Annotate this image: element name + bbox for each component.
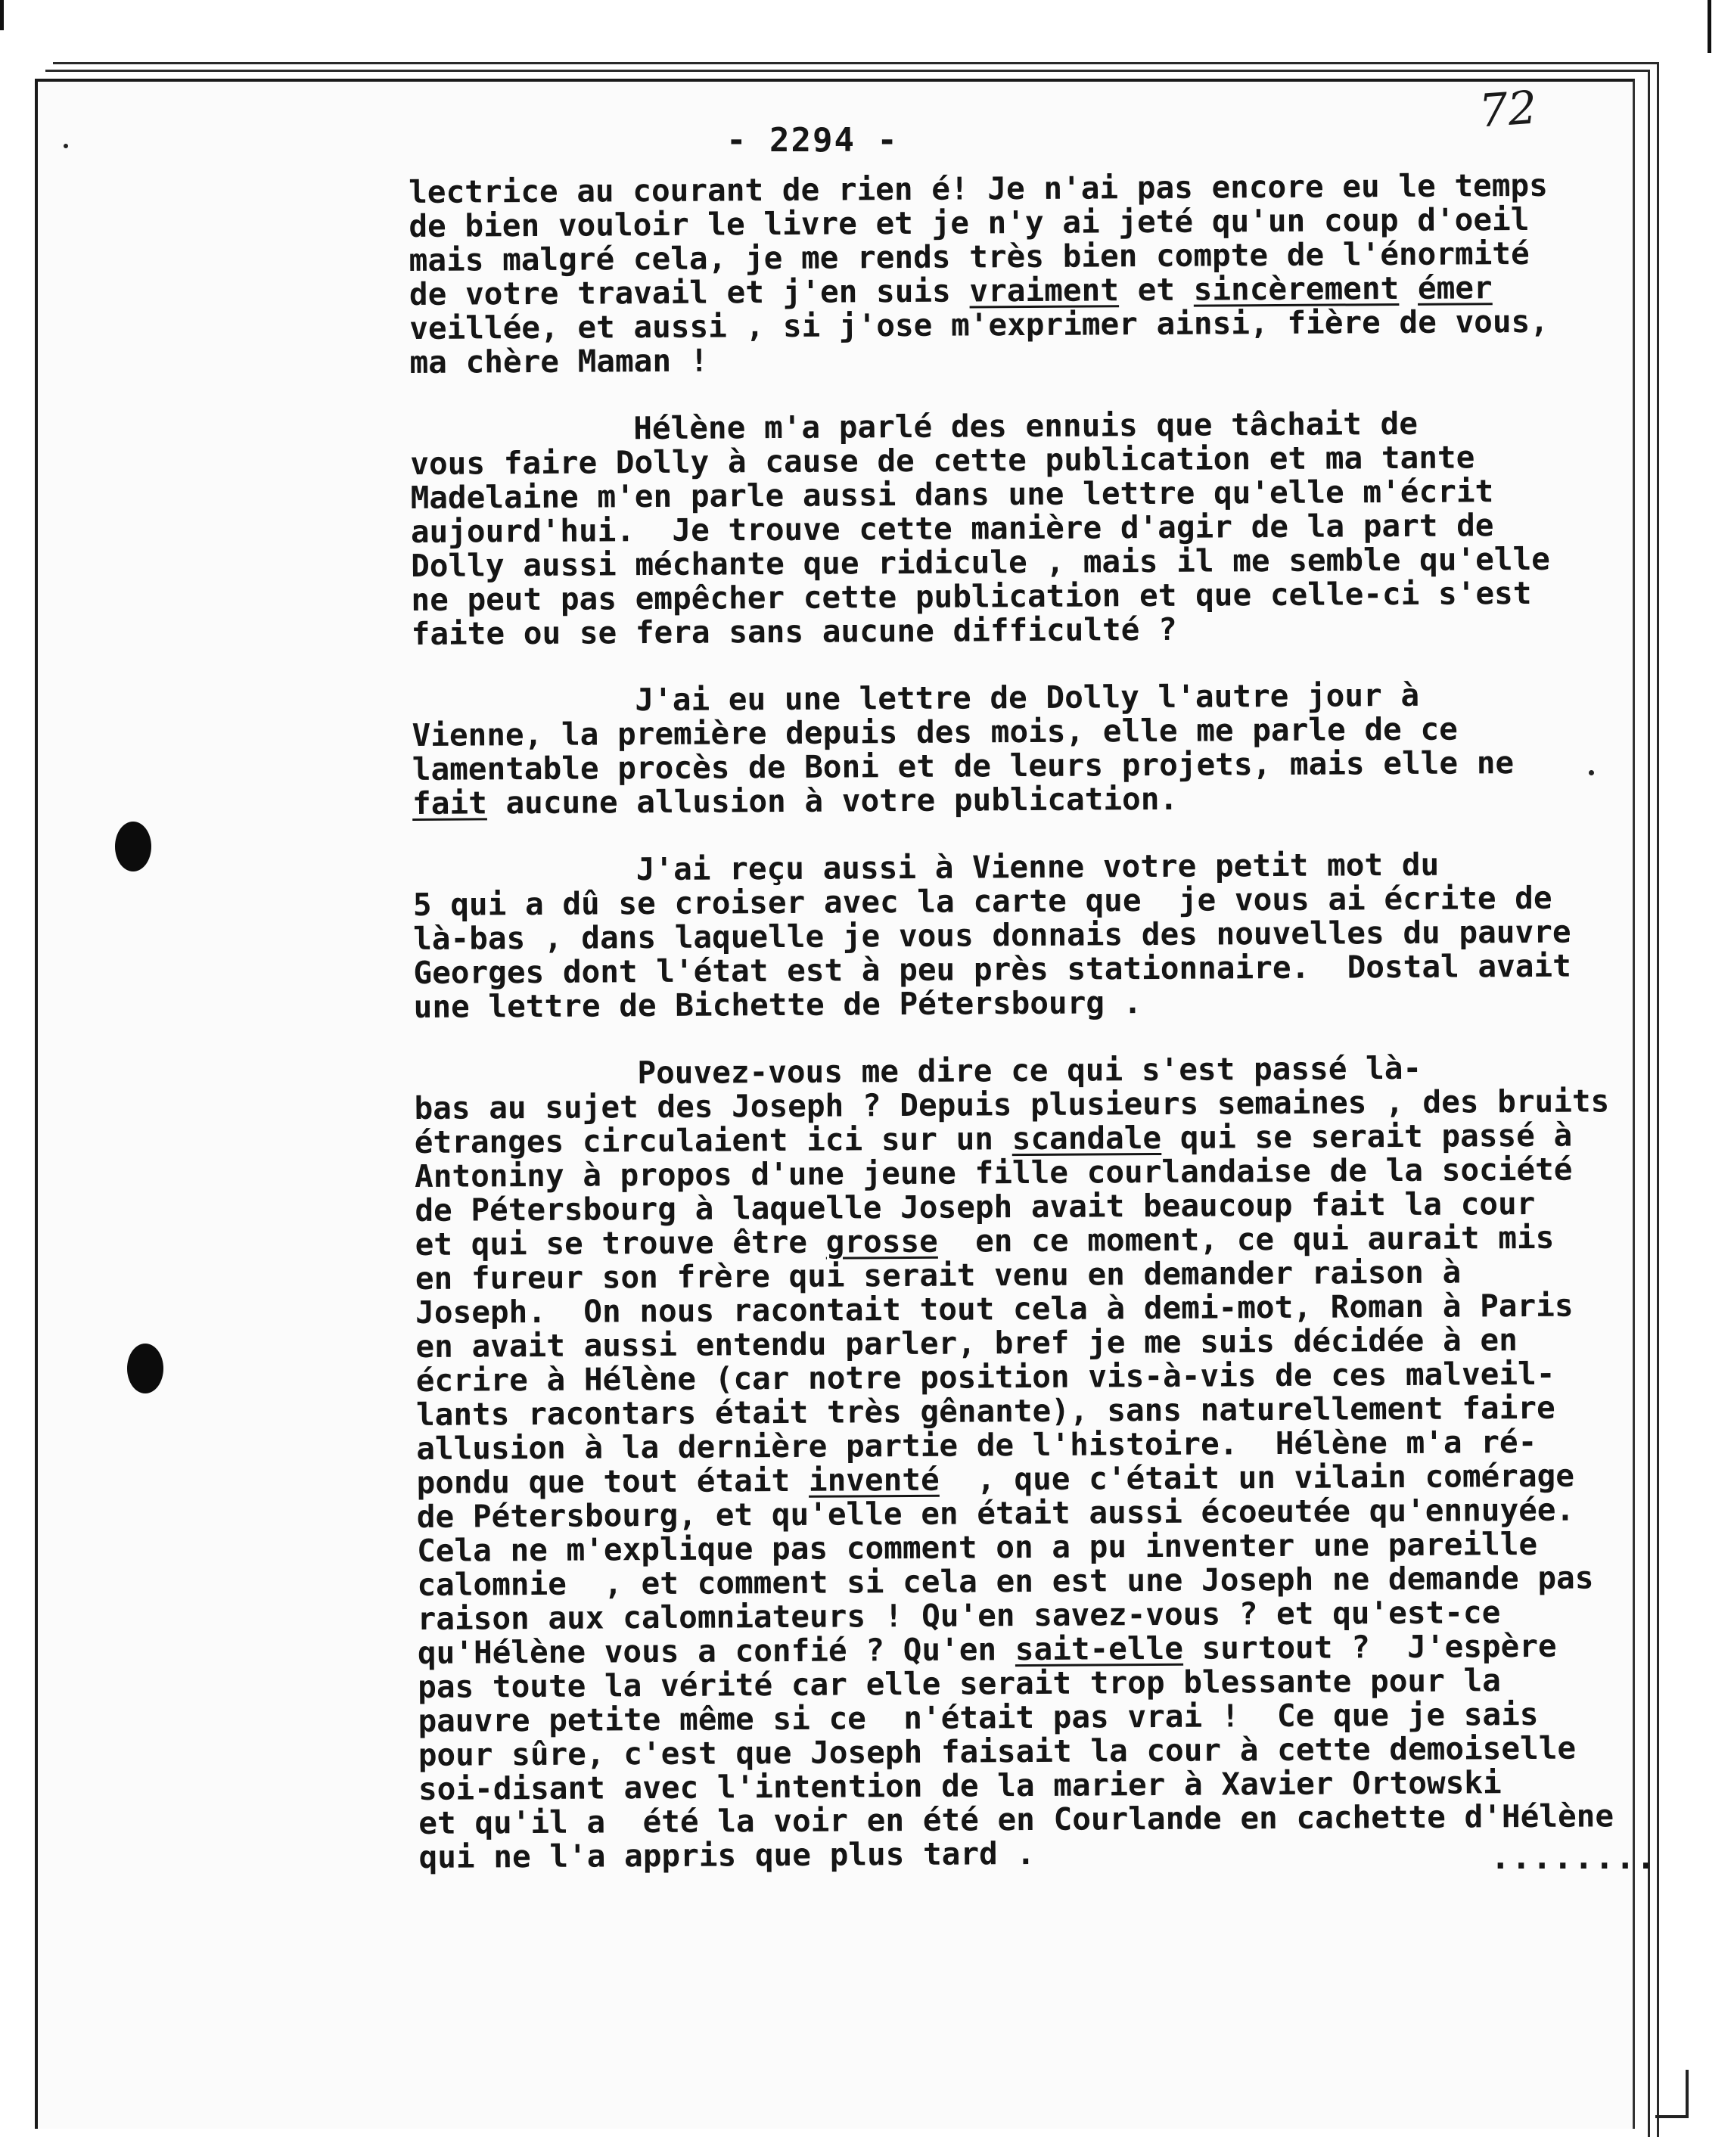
text-segment: faite ou se fera sans aucune difficulté ? [411,610,1177,652]
text-segment: pas toute la vérité car elle serait trop blessante pour la [418,1662,1502,1705]
stray-mark [64,144,68,148]
text-segment: et [1118,271,1194,309]
text-segment: , que c'était un vilain comérage [939,1457,1575,1498]
text-segment: aucune allusion à votre publication. [486,780,1179,822]
text-segment: Antoniny à propos d'une jeune fille courlandaise de la société [414,1151,1573,1194]
paragraph [409,168,1666,380]
text-segment: J'ai reçu aussi à Vienne votre petit mot du [635,846,1440,888]
underlined-word: sincèrement [1193,270,1400,308]
text-line [415,1220,1670,1262]
paragraph [414,1050,1675,1875]
text-segment: Pouvez-vous me dire ce qui s'est passé là- [637,1049,1422,1092]
text-segment: Vienne, la première depuis des mois, elle me parle de ce [412,710,1458,753]
underlined-word: inventé [808,1461,940,1499]
handwritten-folio-number: 72 [1477,81,1539,138]
scan-edge-mark [0,0,4,30]
text-segment [1399,270,1418,306]
text-segment: mais malgré cela, je me rends très bien compte de l'énormité [409,235,1530,278]
text-line [412,745,1668,787]
text-segment: Joseph. On nous racontait tout cela à demi-mot, Roman à Paris [415,1287,1574,1331]
text-segment: bas au sujet des Joseph ? Depuis plusieurs semaines , des bruits [414,1083,1610,1126]
text-segment: de Pétersbourg à laquelle Joseph avait beaucoup fait la cour [415,1185,1536,1229]
text-segment: et qui se trouve être [415,1223,826,1263]
text-segment: vous faire Dolly à cause de cette publication et ma tante [410,439,1475,482]
text-segment: de votre travail et j'en suis [409,272,970,312]
underlined-word: scandale [1012,1119,1162,1157]
letter-body [409,168,1675,1908]
text-line [418,1833,1674,1875]
text-segment: lants racontars était très gênante), sans naturellement faire [415,1389,1555,1433]
paragraph [412,847,1669,1024]
text-segment: une lettre de Bichette de Pétersbourg . [413,984,1142,1025]
text-segment: allusion à la dernière partie de l'histoire. Hélène m'a ré- [416,1423,1537,1467]
text-segment: en avait aussi entendu parler, bref je me suis décidée à en [415,1322,1518,1365]
underlined-word: sait-elle [1015,1629,1184,1668]
text-segment: pauvre petite même si ce n'était pas vrai ! Ce que je sais [418,1695,1539,1739]
text-line [411,576,1667,617]
text-segment: étranges circulaient ici sur un [414,1120,1012,1160]
text-segment: soi-disant avec l'intention de la marier à Xavier Ortowski [418,1764,1502,1807]
corner-mark [1655,2070,1689,2118]
text-segment: de Pétersbourg, et qu'elle en était aussi écoeutée qu'ennuyée. [416,1491,1575,1535]
text-segment: Madelaine m'en parle aussi dans une lettre qu'elle m'écrit [410,473,1494,516]
punch-hole [127,1344,163,1393]
scan-edge-mark [1708,0,1711,53]
underlined-word: grosse [825,1222,938,1260]
text-segment: en fureur son frère qui serait venu en demander raison à [415,1254,1462,1297]
text-segment: calomnie , et comment si cela en est une Joseph ne demande pas [417,1559,1594,1603]
page-number: - 2294 - [726,121,899,160]
text-segment: qu'Hélène vous a confié ? Qu'en [417,1631,1015,1671]
text-line [418,1799,1674,1841]
text-line [409,338,1665,380]
text-segment: en ce moment, ce qui aurait mis [937,1219,1555,1260]
paragraph [410,405,1667,651]
punch-hole [115,822,151,871]
text-line [413,949,1669,990]
text-segment: de bien vouloir le livre et je n'y ai jeté qu'un coup d'oeil [409,200,1530,244]
text-segment: Georges dont l'état est à peu près stationnaire. Dostal avait [413,947,1571,991]
text-segment: lectrice au courant de rien é! Je n'ai pas encore eu le temps [408,166,1548,210]
text-segment: et qu'il a été la voir en été en Courlande en cachette d'Hélène [418,1797,1614,1841]
text-line [412,779,1668,821]
text-segment: Dolly aussi méchante que ridicule , mais il me semble qu'elle [411,540,1551,584]
text-segment: raison aux calomniateurs ! Qu'en savez-vous ? et qu'est-ce [417,1594,1501,1637]
text-segment: là-bas , dans laquelle je vous donnais des nouvelles du pauvre [413,913,1571,957]
text-segment: qui se serait passé à [1161,1117,1573,1156]
text-line [414,983,1670,1024]
underlined-word: vraiment [969,272,1120,309]
paragraph [412,677,1668,821]
text-segment: 5 qui a dû se croiser avec la carte que je vous ai écrite de [412,879,1552,923]
underlined-word: émer [1417,269,1493,306]
text-segment: ne peut pas empêcher cette publication et que celle-ci s'est [411,574,1532,618]
text-line [409,304,1665,346]
underlined-word: fait [412,784,487,822]
text-segment: J'ai eu une lettre de Dolly l'autre jour à [635,676,1420,719]
text-segment: surtout ? J'espère [1182,1627,1557,1667]
text-segment: veillée, et aussi , si j'ose m'exprimer ainsi, fière de vous, [409,303,1549,346]
text-segment: aujourd'hui. Je trouve cette manière d'agir de la part de [410,507,1494,550]
text-segment: ma chère Maman ! [409,342,709,381]
text-segment: qui ne l'a appris que plus tard . [418,1834,1036,1875]
text-segment: écrire à Hélène (car notre position vis-à-vis de ces malveil- [415,1355,1555,1399]
text-segment: lamentable procès de Boni et de leurs projets, mais elle ne [412,744,1515,788]
continuation-dots: ........ [1490,1838,1657,1877]
text-segment: Cela ne m'explique pas comment on a pu inventer une pareille [416,1525,1538,1569]
text-segment: Hélène m'a parlé des ennuis que tâchait de [633,405,1419,447]
text-segment: pondu que tout était [416,1462,810,1501]
text-segment: pour sûre, c'est que Joseph faisait la cour à cette demoiselle [418,1729,1577,1773]
text-line [412,610,1667,651]
